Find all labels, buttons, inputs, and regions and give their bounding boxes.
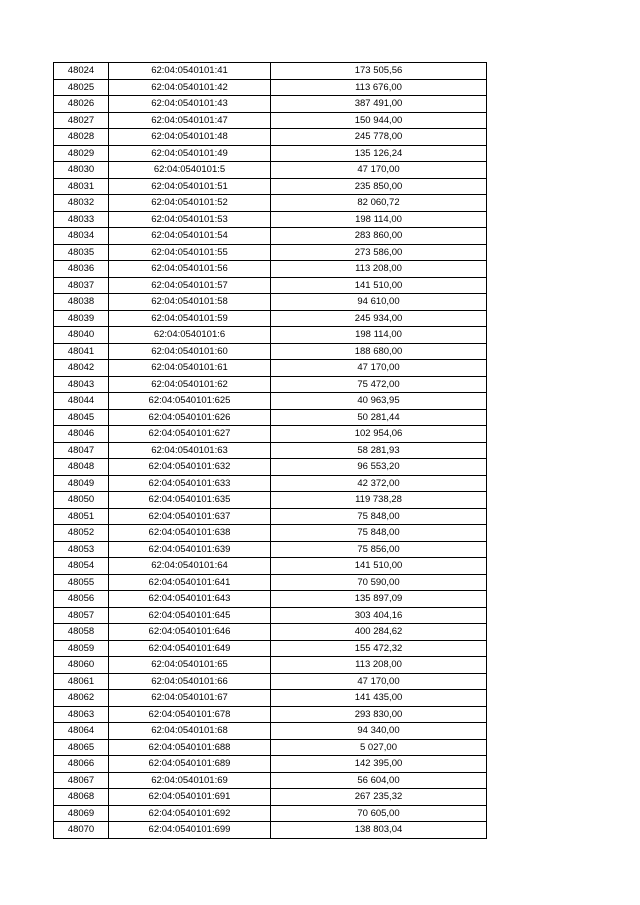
cadastral-number-cell: 62:04:0540101:65 (109, 657, 271, 674)
cadastral-number-cell: 62:04:0540101:632 (109, 459, 271, 476)
row-number-cell: 48058 (54, 624, 109, 641)
row-number-cell: 48049 (54, 475, 109, 492)
row-number-cell: 48028 (54, 129, 109, 146)
cadastral-number-cell: 62:04:0540101:5 (109, 162, 271, 179)
cadastral-value-cell: 138 803,04 (271, 822, 487, 839)
cadastral-value-cell: 400 284,62 (271, 624, 487, 641)
row-number-cell: 48042 (54, 360, 109, 377)
cadastral-value-table (53, 62, 487, 839)
table-row (54, 657, 487, 674)
cadastral-number-cell: 62:04:0540101:692 (109, 805, 271, 822)
cadastral-number-cell: 62:04:0540101:649 (109, 640, 271, 657)
table-row (54, 79, 487, 96)
table-row (54, 195, 487, 212)
cadastral-number-cell: 62:04:0540101:41 (109, 63, 271, 80)
cadastral-value-cell: 75 856,00 (271, 541, 487, 558)
cadastral-value-cell: 113 676,00 (271, 79, 487, 96)
cadastral-number-cell: 62:04:0540101:60 (109, 343, 271, 360)
cadastral-value-cell: 155 472,32 (271, 640, 487, 657)
cadastral-value-cell: 58 281,93 (271, 442, 487, 459)
row-number-cell: 48024 (54, 63, 109, 80)
table-row (54, 96, 487, 113)
row-number-cell: 48036 (54, 261, 109, 278)
cadastral-number-cell: 62:04:0540101:61 (109, 360, 271, 377)
cadastral-number-cell: 62:04:0540101:699 (109, 822, 271, 839)
table-row (54, 822, 487, 839)
cadastral-number-cell: 62:04:0540101:678 (109, 706, 271, 723)
cadastral-value-cell: 70 590,00 (271, 574, 487, 591)
cadastral-value-cell: 173 505,56 (271, 63, 487, 80)
table-row (54, 327, 487, 344)
cadastral-value-cell: 135 126,24 (271, 145, 487, 162)
row-number-cell: 48030 (54, 162, 109, 179)
table-row (54, 426, 487, 443)
cadastral-value-cell: 113 208,00 (271, 261, 487, 278)
cadastral-number-cell: 62:04:0540101:56 (109, 261, 271, 278)
cadastral-value-cell: 293 830,00 (271, 706, 487, 723)
row-number-cell: 48047 (54, 442, 109, 459)
cadastral-number-cell: 62:04:0540101:625 (109, 393, 271, 410)
cadastral-number-cell: 62:04:0540101:639 (109, 541, 271, 558)
cadastral-number-cell: 62:04:0540101:52 (109, 195, 271, 212)
cadastral-value-cell: 303 404,16 (271, 607, 487, 624)
cadastral-number-cell: 62:04:0540101:42 (109, 79, 271, 96)
cadastral-number-cell: 62:04:0540101:688 (109, 739, 271, 756)
cadastral-number-cell: 62:04:0540101:689 (109, 756, 271, 773)
cadastral-value-cell: 42 372,00 (271, 475, 487, 492)
cadastral-number-cell: 62:04:0540101:626 (109, 409, 271, 426)
table-row (54, 591, 487, 608)
row-number-cell: 48052 (54, 525, 109, 542)
cadastral-number-cell: 62:04:0540101:49 (109, 145, 271, 162)
cadastral-number-cell: 62:04:0540101:641 (109, 574, 271, 591)
table-row (54, 442, 487, 459)
table-row (54, 228, 487, 245)
cadastral-number-cell: 62:04:0540101:53 (109, 211, 271, 228)
cadastral-number-cell: 62:04:0540101:57 (109, 277, 271, 294)
table-row (54, 343, 487, 360)
cadastral-value-cell: 47 170,00 (271, 360, 487, 377)
cadastral-value-cell: 75 848,00 (271, 525, 487, 542)
cadastral-value-cell: 94 610,00 (271, 294, 487, 311)
cadastral-number-cell: 62:04:0540101:633 (109, 475, 271, 492)
cadastral-value-cell: 47 170,00 (271, 673, 487, 690)
cadastral-number-cell: 62:04:0540101:64 (109, 558, 271, 575)
table-body (54, 63, 487, 839)
table-row (54, 624, 487, 641)
table-row (54, 706, 487, 723)
table-row (54, 525, 487, 542)
row-number-cell: 48046 (54, 426, 109, 443)
row-number-cell: 48035 (54, 244, 109, 261)
cadastral-number-cell: 62:04:0540101:55 (109, 244, 271, 261)
table-row (54, 723, 487, 740)
table-row (54, 211, 487, 228)
table-row (54, 789, 487, 806)
table-row (54, 409, 487, 426)
table-row (54, 178, 487, 195)
cadastral-value-cell: 142 395,00 (271, 756, 487, 773)
cadastral-value-cell: 40 963,95 (271, 393, 487, 410)
row-number-cell: 48064 (54, 723, 109, 740)
cadastral-number-cell: 62:04:0540101:54 (109, 228, 271, 245)
cadastral-value-cell: 135 897,09 (271, 591, 487, 608)
table-row (54, 277, 487, 294)
row-number-cell: 48054 (54, 558, 109, 575)
row-number-cell: 48053 (54, 541, 109, 558)
cadastral-value-cell: 75 848,00 (271, 508, 487, 525)
cadastral-number-cell: 62:04:0540101:47 (109, 112, 271, 129)
row-number-cell: 48040 (54, 327, 109, 344)
row-number-cell: 48029 (54, 145, 109, 162)
cadastral-value-cell: 94 340,00 (271, 723, 487, 740)
row-number-cell: 48043 (54, 376, 109, 393)
cadastral-value-cell: 267 235,32 (271, 789, 487, 806)
row-number-cell: 48026 (54, 96, 109, 113)
cadastral-value-cell: 273 586,00 (271, 244, 487, 261)
cadastral-number-cell: 62:04:0540101:638 (109, 525, 271, 542)
table-row (54, 112, 487, 129)
row-number-cell: 48044 (54, 393, 109, 410)
row-number-cell: 48027 (54, 112, 109, 129)
row-number-cell: 48062 (54, 690, 109, 707)
cadastral-number-cell: 62:04:0540101:627 (109, 426, 271, 443)
row-number-cell: 48034 (54, 228, 109, 245)
table-row (54, 756, 487, 773)
table-row (54, 558, 487, 575)
table-row (54, 376, 487, 393)
cadastral-value-cell: 141 510,00 (271, 277, 487, 294)
cadastral-value-cell: 235 850,00 (271, 178, 487, 195)
cadastral-number-cell: 62:04:0540101:643 (109, 591, 271, 608)
row-number-cell: 48025 (54, 79, 109, 96)
row-number-cell: 48033 (54, 211, 109, 228)
cadastral-number-cell: 62:04:0540101:59 (109, 310, 271, 327)
table-row (54, 360, 487, 377)
cadastral-number-cell: 62:04:0540101:48 (109, 129, 271, 146)
cadastral-number-cell: 62:04:0540101:66 (109, 673, 271, 690)
cadastral-number-cell: 62:04:0540101:62 (109, 376, 271, 393)
row-number-cell: 48031 (54, 178, 109, 195)
row-number-cell: 48057 (54, 607, 109, 624)
cadastral-number-cell: 62:04:0540101:43 (109, 96, 271, 113)
cadastral-value-cell: 245 934,00 (271, 310, 487, 327)
table-row (54, 475, 487, 492)
table-row (54, 739, 487, 756)
row-number-cell: 48060 (54, 657, 109, 674)
table-row (54, 261, 487, 278)
cadastral-value-cell: 96 553,20 (271, 459, 487, 476)
cadastral-number-cell: 62:04:0540101:51 (109, 178, 271, 195)
table-row (54, 574, 487, 591)
cadastral-value-cell: 198 114,00 (271, 211, 487, 228)
row-number-cell: 48056 (54, 591, 109, 608)
row-number-cell: 48063 (54, 706, 109, 723)
cadastral-value-cell: 188 680,00 (271, 343, 487, 360)
cadastral-number-cell: 62:04:0540101:68 (109, 723, 271, 740)
cadastral-number-cell: 62:04:0540101:69 (109, 772, 271, 789)
cadastral-value-cell: 119 738,28 (271, 492, 487, 509)
row-number-cell: 48069 (54, 805, 109, 822)
table-row (54, 294, 487, 311)
table-row (54, 772, 487, 789)
cadastral-number-cell: 62:04:0540101:6 (109, 327, 271, 344)
table-row (54, 63, 487, 80)
table-row (54, 244, 487, 261)
cadastral-value-cell: 150 944,00 (271, 112, 487, 129)
row-number-cell: 48061 (54, 673, 109, 690)
table-row (54, 541, 487, 558)
row-number-cell: 48066 (54, 756, 109, 773)
table-row (54, 607, 487, 624)
cadastral-number-cell: 62:04:0540101:635 (109, 492, 271, 509)
row-number-cell: 48037 (54, 277, 109, 294)
cadastral-value-cell: 82 060,72 (271, 195, 487, 212)
row-number-cell: 48065 (54, 739, 109, 756)
cadastral-number-cell: 62:04:0540101:63 (109, 442, 271, 459)
table-row (54, 673, 487, 690)
row-number-cell: 48068 (54, 789, 109, 806)
cadastral-number-cell: 62:04:0540101:645 (109, 607, 271, 624)
row-number-cell: 48041 (54, 343, 109, 360)
cadastral-value-cell: 245 778,00 (271, 129, 487, 146)
cadastral-value-cell: 47 170,00 (271, 162, 487, 179)
row-number-cell: 48070 (54, 822, 109, 839)
cadastral-value-cell: 75 472,00 (271, 376, 487, 393)
row-number-cell: 48055 (54, 574, 109, 591)
cadastral-number-cell: 62:04:0540101:637 (109, 508, 271, 525)
row-number-cell: 48067 (54, 772, 109, 789)
cadastral-number-cell: 62:04:0540101:58 (109, 294, 271, 311)
row-number-cell: 48032 (54, 195, 109, 212)
row-number-cell: 48045 (54, 409, 109, 426)
row-number-cell: 48059 (54, 640, 109, 657)
cadastral-value-cell: 283 860,00 (271, 228, 487, 245)
row-number-cell: 48050 (54, 492, 109, 509)
table-row (54, 145, 487, 162)
cadastral-value-cell: 198 114,00 (271, 327, 487, 344)
row-number-cell: 48048 (54, 459, 109, 476)
cadastral-value-cell: 387 491,00 (271, 96, 487, 113)
row-number-cell: 48038 (54, 294, 109, 311)
row-number-cell: 48039 (54, 310, 109, 327)
table-row (54, 459, 487, 476)
cadastral-value-cell: 5 027,00 (271, 739, 487, 756)
cadastral-number-cell: 62:04:0540101:691 (109, 789, 271, 806)
table-row (54, 162, 487, 179)
table-row (54, 492, 487, 509)
table-row (54, 310, 487, 327)
cadastral-value-cell: 56 604,00 (271, 772, 487, 789)
cadastral-number-cell: 62:04:0540101:646 (109, 624, 271, 641)
table-row (54, 508, 487, 525)
table-row (54, 690, 487, 707)
cadastral-value-cell: 141 510,00 (271, 558, 487, 575)
table-row (54, 805, 487, 822)
row-number-cell: 48051 (54, 508, 109, 525)
cadastral-value-cell: 70 605,00 (271, 805, 487, 822)
cadastral-value-cell: 141 435,00 (271, 690, 487, 707)
cadastral-value-cell: 102 954,06 (271, 426, 487, 443)
cadastral-value-cell: 113 208,00 (271, 657, 487, 674)
cadastral-value-cell: 50 281,44 (271, 409, 487, 426)
table-row (54, 129, 487, 146)
table-row (54, 393, 487, 410)
table-row (54, 640, 487, 657)
cadastral-number-cell: 62:04:0540101:67 (109, 690, 271, 707)
